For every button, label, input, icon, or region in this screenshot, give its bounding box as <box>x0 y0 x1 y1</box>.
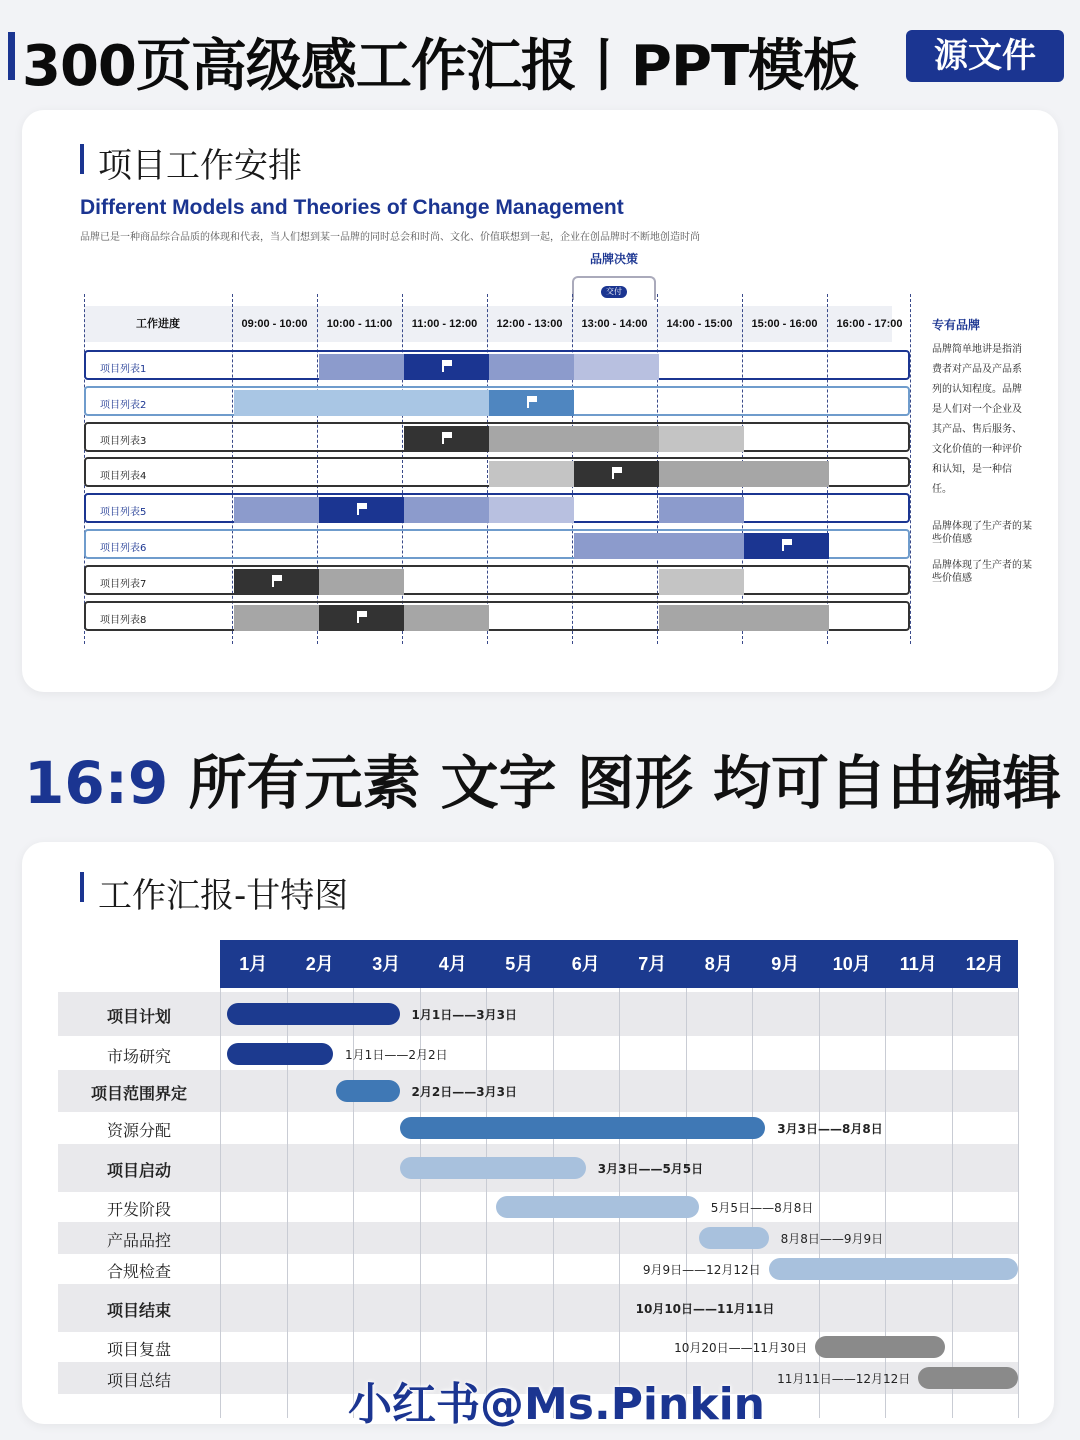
gantt-task-label: 市场研究 <box>106 1047 171 1066</box>
gantt-title-accent <box>80 872 84 902</box>
schedule-block <box>489 390 574 416</box>
flag-icon <box>357 611 369 623</box>
project-row <box>84 493 910 523</box>
tagline-ratio: 16:9 <box>24 749 169 817</box>
time-slot-1: 09:00 - 10:00 <box>241 318 308 330</box>
gantt-month-2: 2月 <box>305 954 334 974</box>
schedule-block <box>234 497 319 523</box>
gantt-bar <box>918 1367 1018 1389</box>
tagline-text: 所有元素 文字 图形 均可自由编辑 <box>168 749 1062 817</box>
gantt-task-label: 开发阶段 <box>106 1200 171 1219</box>
schedule-block <box>404 354 489 380</box>
page-header <box>0 0 1080 100</box>
gantt-task-label: 产品品控 <box>106 1231 171 1250</box>
gantt-date-range: 1月1日——3月3日 <box>411 1008 517 1022</box>
gantt-date-range: 11月11日——12月12日 <box>777 1372 911 1386</box>
gantt-date-range: 10月10日——11月11日 <box>635 1302 775 1316</box>
schedule-block <box>574 461 659 487</box>
gantt-month-10: 10月 <box>832 954 871 974</box>
gantt-date-range: 9月9日——12月12日 <box>642 1263 761 1277</box>
gantt-month-9: 9月 <box>771 954 800 974</box>
project-row-label: 项目列表5 <box>100 507 147 519</box>
schedule-block <box>489 426 574 452</box>
gantt-month-5: 5月 <box>505 954 534 974</box>
schedule-block <box>319 605 404 631</box>
gantt-month-divider <box>952 988 953 1418</box>
project-row-label: 项目列表7 <box>100 578 147 590</box>
schedule-description: 品牌已是一种商品综合品质的体现和代表，当人们想到某一品牌的同时总会和时尚、文化、价值联想到一起，企业在创品牌时不断地创造时尚 <box>80 232 700 243</box>
gantt-date-range: 1月1日——2月2日 <box>345 1048 448 1062</box>
progress-header: 工作进度 <box>136 318 180 330</box>
gantt-bar <box>496 1196 699 1218</box>
project-row-label: 项目列表1 <box>100 364 147 375</box>
schedule-slide-title: 项目工作安排 <box>98 146 302 186</box>
source-file-badge: 源文件 <box>906 30 1064 82</box>
brand-decision-label: 品牌决策 <box>589 252 638 266</box>
gantt-month-1: 1月 <box>239 954 268 974</box>
schedule-block <box>234 390 319 416</box>
schedule-block <box>744 533 829 559</box>
gantt-task-label: 项目结束 <box>106 1301 171 1320</box>
flag-icon <box>612 467 624 479</box>
gantt-month-divider <box>220 988 221 1418</box>
gantt-bar <box>699 1227 769 1249</box>
schedule-block <box>574 426 659 452</box>
gantt-month-3: 3月 <box>372 954 401 974</box>
time-slot-7: 15:00 - 16:00 <box>751 318 818 330</box>
flag-icon <box>442 360 454 372</box>
time-slot-6: 14:00 - 15:00 <box>666 318 733 330</box>
schedule-subtitle: Different Models and Theories of Change Management <box>80 196 624 219</box>
project-row <box>84 422 910 452</box>
page-title: 300页高级感工作汇报丨PPT模板 <box>22 34 859 99</box>
gantt-month-6: 6月 <box>571 954 600 974</box>
gantt-task-label: 项目复盘 <box>106 1340 171 1359</box>
side-note-2: 品牌体现了生产者的某些价值感 <box>932 560 1032 584</box>
project-row <box>84 350 910 380</box>
schedule-block <box>659 569 744 595</box>
schedule-block <box>489 354 574 380</box>
slide-title-accent <box>80 144 84 174</box>
schedule-block <box>659 426 744 452</box>
gantt-month-11: 11月 <box>899 954 937 974</box>
gantt-date-range: 3月3日——8月8日 <box>777 1122 883 1136</box>
gantt-bar <box>336 1080 399 1102</box>
gantt-date-range: 3月3日——5月5日 <box>597 1162 704 1176</box>
time-divider-9 <box>910 294 911 644</box>
schedule-block <box>319 569 404 595</box>
gantt-month-12: 12月 <box>965 954 1004 974</box>
project-row <box>84 529 910 559</box>
project-row-label: 项目列表4 <box>100 471 147 483</box>
gantt-date-range: 10月20日——11月30日 <box>674 1341 808 1355</box>
flag-icon <box>782 539 794 551</box>
schedule-block <box>744 461 829 487</box>
gantt-date-range: 5月5日——8月8日 <box>710 1201 814 1215</box>
schedule-block <box>744 605 829 631</box>
time-slot-5: 13:00 - 14:00 <box>581 318 648 330</box>
gantt-date-range: 8月8日——9月9日 <box>780 1232 884 1246</box>
flag-icon <box>357 503 369 515</box>
gantt-month-4: 4月 <box>438 954 467 974</box>
gantt-bar <box>227 1003 400 1025</box>
flag-icon <box>442 432 454 444</box>
schedule-block <box>659 605 744 631</box>
side-title: 专有品牌 <box>932 318 981 332</box>
gantt-task-label: 项目总结 <box>106 1371 171 1390</box>
gantt-month-7: 7月 <box>638 954 667 974</box>
gantt-bar <box>769 1258 1018 1280</box>
gantt-bar <box>815 1336 945 1358</box>
time-slot-3: 11:00 - 12:00 <box>411 318 478 330</box>
project-row <box>84 386 910 416</box>
deliver-badge: 交付 <box>601 286 627 298</box>
gantt-date-range: 2月2日——3月3日 <box>411 1085 517 1099</box>
gantt-month-divider <box>486 988 487 1418</box>
schedule-block <box>574 354 659 380</box>
side-text: 品牌简单地讲是指消费者对产品及产品系列的认知程度。品牌是人们对一个企业及其产品、售后服务、文化价值的一种评价和认知，是一种信任。 <box>932 344 1022 495</box>
gantt-month-8: 8月 <box>704 954 733 974</box>
gantt-task-label: 项目启动 <box>106 1161 171 1180</box>
gantt-task-label: 合规检查 <box>106 1262 171 1281</box>
gantt-task-label: 资源分配 <box>106 1121 171 1140</box>
tagline <box>24 736 1061 820</box>
gantt-bar <box>227 1043 333 1065</box>
gantt-slide-title: 工作汇报-甘特图 <box>98 876 349 916</box>
schedule-block <box>659 533 744 559</box>
schedule-block <box>234 605 319 631</box>
header-accent-bar <box>8 32 15 80</box>
gantt-slide-card <box>22 842 1054 1424</box>
schedule-block <box>404 497 489 523</box>
gantt-bar <box>400 1157 586 1179</box>
schedule-block <box>319 497 404 523</box>
gantt-task-label: 项目范围界定 <box>90 1084 187 1103</box>
schedule-block <box>404 426 489 452</box>
schedule-block <box>404 390 489 416</box>
schedule-block <box>574 533 659 559</box>
time-slot-2: 10:00 - 11:00 <box>326 318 393 330</box>
side-note-1: 品牌体现了生产者的某些价值感 <box>932 521 1032 545</box>
schedule-block <box>319 390 404 416</box>
watermark: 小红书@Ms.Pinkin <box>348 1379 766 1430</box>
project-row <box>84 565 910 595</box>
schedule-block <box>489 461 574 487</box>
project-row-label: 项目列表6 <box>100 543 147 554</box>
schedule-block <box>404 605 489 631</box>
schedule-slide-card <box>22 110 1058 692</box>
project-row-label: 项目列表3 <box>100 435 147 447</box>
project-row <box>84 601 910 631</box>
schedule-block <box>489 497 574 523</box>
project-row-label: 项目列表2 <box>100 399 147 411</box>
flag-icon <box>527 396 539 408</box>
schedule-block <box>659 497 744 523</box>
project-row <box>84 457 910 487</box>
flag-icon <box>272 575 284 587</box>
time-slot-8: 16:00 - 17:00 <box>836 318 903 330</box>
gantt-bar <box>400 1117 766 1139</box>
gantt-task-label: 项目计划 <box>106 1007 171 1026</box>
time-slot-4: 12:00 - 13:00 <box>496 318 563 330</box>
schedule-block <box>319 354 404 380</box>
schedule-block <box>234 569 319 595</box>
gantt-month-divider <box>1018 988 1019 1418</box>
project-row-label: 项目列表8 <box>100 614 147 626</box>
schedule-block <box>659 461 744 487</box>
